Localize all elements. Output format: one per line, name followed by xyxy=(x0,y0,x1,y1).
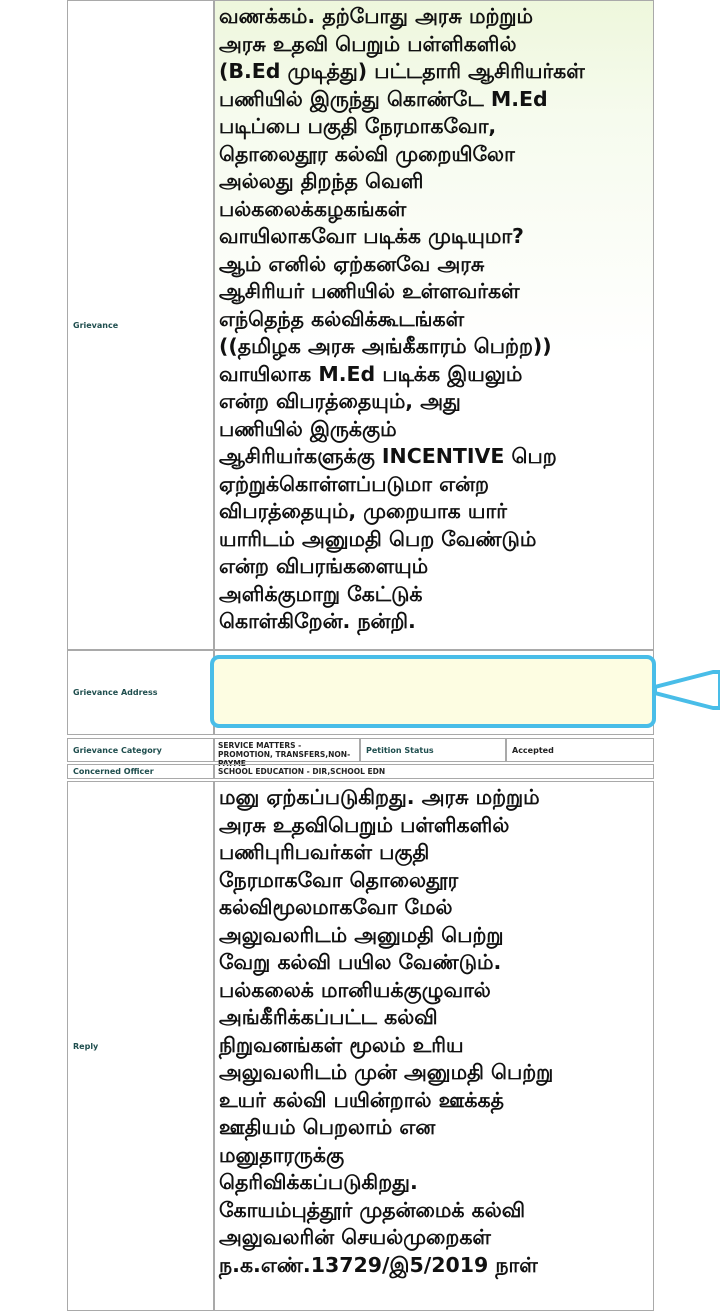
grievance-category-value: SERVICE MATTERS - PROMOTION, TRANSFERS,NON-PAYME xyxy=(214,738,360,762)
grievance-label: Grievance xyxy=(67,0,214,650)
concerned-officer-value: SCHOOL EDUCATION - DIR,SCHOOL EDN xyxy=(214,764,654,779)
grievance-address-highlight[interactable] xyxy=(210,655,656,728)
callout-pointer-icon xyxy=(655,670,720,710)
petition-status-label: Petition Status xyxy=(360,738,506,762)
grievance-text: வணக்கம். தற்போது அரசு மற்றும் அரசு உதவி பெறும் பள்ளிகளில் (B.Ed முடித்து) பட்டதாரி ஆசிரியர்கள் பணியில் இருந்து கொண்டே M.Ed படிப்பை பகுதி நேரமாகவோ, தொலைதூர கல்வி முறையிலோ அல்லது திறந்த வெளி பல்கலைக்கழகங்கள் வாயிலாகவோ படிக்க முடியுமா? ஆம் எனில் ஏற்கனவே அரசு ஆசிரியர் பணியில் உள்ளவர்கள் எந்தெந்த கல்விக்கூடங்கள் ((தமிழக அரசு அங்கீகாரம் பெற்ற)) வாயிலாக M.Ed படிக்க இயலும் என்ற விபரத்தையும், அது பணியில் இருக்கும் ஆசிரியர்களுக்கு INCENTIVE பெற ஏற்றுக்கொள்ளப்படுமா என்ற விபரத்தையும், முறையாக யார் யாரிடம் அனுமதி பெற வேண்டும் என்ற விபரங்களையும் அளிக்குமாறு கேட்டுக் கொள்கிறேன். நன்றி. xyxy=(214,0,654,650)
petition-status-value: Accepted xyxy=(506,738,654,762)
concerned-officer-label: Concerned Officer xyxy=(67,764,214,779)
reply-label: Reply xyxy=(67,781,214,1311)
grievance-category-label: Grievance Category xyxy=(67,738,214,762)
grievance-details-table xyxy=(65,0,655,1280)
reply-text: மனு ஏற்கப்படுகிறது. அரசு மற்றும் அரசு உதவிபெறும் பள்ளிகளில் பணிபுரிபவர்கள் பகுதி நேரமாகவோ தொலைதூர கல்விமூலமாகவோ மேல் அலுவலரிடம் அனுமதி பெற்று வேறு கல்வி பயில வேண்டும். பல்கலைக் மானியக்குழுவால் அங்கீரிக்கப்பட்ட கல்வி நிறுவனங்கள் மூலம் உரிய அலுவலரிடம் முன் அனுமதி பெற்று உயர் கல்வி பயின்றால் ஊக்கத் ஊதியம் பெறலாம் என மனுதாரருக்கு தெரிவிக்கப்படுகிறது. கோயம்புத்தூர் முதன்மைக் கல்வி அலுவலரின் செயல்முறைகள் ந.க.எண்.13729/இ5/2019 நாள் xyxy=(214,781,654,1311)
grievance-address-label: Grievance Address xyxy=(67,650,214,735)
